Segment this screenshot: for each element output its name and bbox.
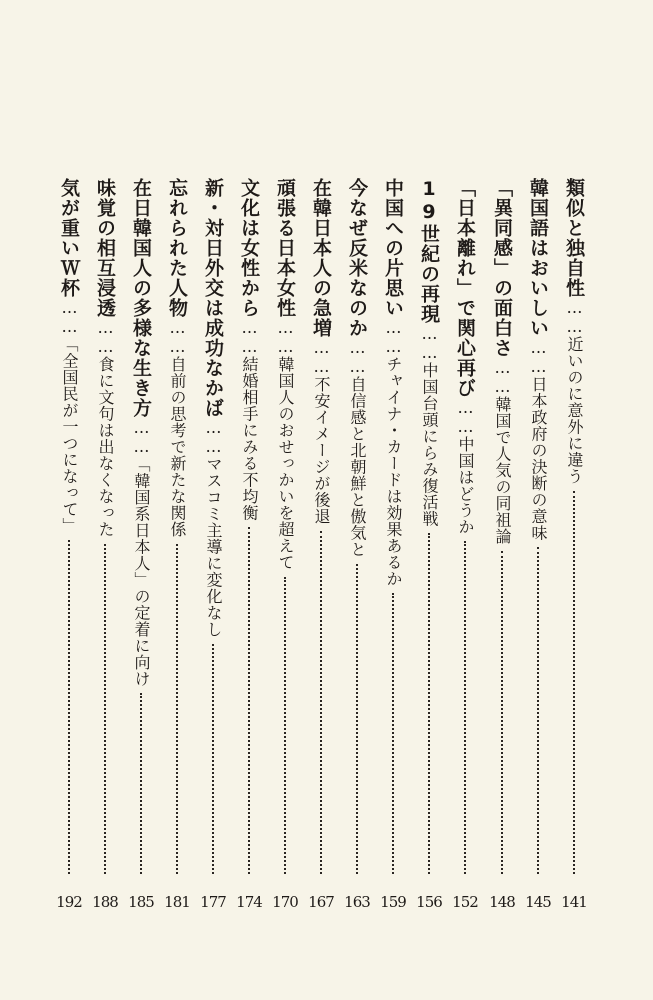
toc-entry[interactable]: [307, 178, 335, 912]
page-number: 192: [56, 893, 82, 911]
entry-title: 在日韓国人の多様な生き方: [130, 178, 152, 418]
leader-dots: ……: [60, 298, 79, 336]
entry-heading: [271, 178, 299, 571]
entry-heading: [55, 178, 83, 534]
entry-title: 今なぜ反米なのか: [346, 178, 368, 338]
entry-subtitle: 食に文句は出なくなった: [96, 356, 115, 538]
page-number: 188: [92, 893, 118, 911]
dotted-leader: [501, 551, 503, 875]
entry-title: 「異同感」の面白さ: [491, 178, 513, 358]
entry-subtitle: 自前の思考で新たな関係: [168, 356, 187, 538]
dotted-leader: [140, 693, 142, 874]
dotted-leader: [537, 547, 539, 874]
dotted-leader: [428, 533, 430, 874]
dotted-leader: [104, 544, 106, 875]
entry-subtitle: 不安イメージが後退: [312, 376, 331, 525]
entry-subtitle: 自信感と北朝鮮と傲気と: [348, 376, 367, 558]
entry-subtitle: 韓国人のおせっかいを超えて: [276, 356, 295, 571]
entry-heading: [451, 178, 479, 535]
dotted-leader: [68, 540, 70, 874]
leader-dots: ……: [276, 318, 295, 356]
dotted-leader: [284, 577, 286, 875]
entry-title: 忘れられた人物: [166, 178, 188, 318]
leader-dots: ……: [204, 418, 223, 456]
leader-dots: ……: [240, 318, 259, 356]
entry-title: 味覚の相互浸透: [94, 178, 116, 318]
entry-title: 19世紀の再現: [418, 178, 440, 324]
page-number: 152: [452, 893, 478, 911]
entry-heading: [163, 178, 191, 538]
dotted-leader: [248, 527, 250, 874]
page-number: 185: [128, 893, 154, 911]
toc-entry[interactable]: [163, 178, 191, 912]
dotted-leader: [573, 491, 575, 875]
entry-subtitle: 中国台頭にらみ復活戦: [420, 362, 439, 527]
page-number: 170: [272, 893, 298, 911]
entry-title: 新・対日外交は成功なかば: [202, 178, 224, 418]
leader-dots: ……: [456, 398, 475, 436]
entry-subtitle: 「韓国系日本人」の定着に向け: [132, 456, 151, 687]
page-number: 156: [416, 893, 442, 911]
toc-entry[interactable]: [235, 178, 263, 912]
entry-heading: [235, 178, 263, 521]
toc-entry[interactable]: [415, 178, 443, 912]
entry-heading: [307, 178, 335, 525]
dotted-leader: [320, 531, 322, 875]
leader-dots: ……: [493, 358, 512, 396]
toc-entry[interactable]: [55, 178, 83, 912]
page-number: 167: [308, 893, 334, 911]
entry-subtitle: 韓国で人気の同祖論: [493, 396, 512, 545]
entry-subtitle: 中国はどうか: [456, 436, 475, 535]
entry-subtitle: マスコミ主導に変化なし: [204, 456, 223, 638]
toc-entry[interactable]: [488, 178, 516, 912]
entry-heading: [415, 178, 443, 527]
entry-subtitle: チャイナ・カードは効果あるか: [384, 356, 403, 587]
entry-subtitle: 近いのに意外に違う: [565, 336, 584, 485]
entry-heading: [343, 178, 371, 558]
toc-entry[interactable]: [127, 178, 155, 912]
entry-title: 中国への片思い: [382, 178, 404, 318]
toc-entry[interactable]: [199, 178, 227, 912]
entry-heading: [524, 178, 552, 541]
entry-title: 「日本離れ」で関心再び: [454, 178, 476, 398]
toc-entry[interactable]: [379, 178, 407, 912]
page-number: 141: [561, 893, 587, 911]
page-number: 174: [236, 893, 262, 911]
entry-title: 在韓日本人の急増: [310, 178, 332, 338]
entry-heading: [199, 178, 227, 638]
dotted-leader: [356, 564, 358, 875]
entry-title: 頑張る日本女性: [274, 178, 296, 318]
leader-dots: ……: [384, 318, 403, 356]
leader-dots: ……: [529, 338, 548, 376]
dotted-leader: [212, 644, 214, 875]
leader-dots: ……: [96, 318, 115, 356]
toc-entry[interactable]: [451, 178, 479, 912]
leader-dots: ……: [565, 298, 584, 336]
entry-heading: [379, 178, 407, 587]
entry-subtitle: 「全国民が一つになって」: [60, 336, 79, 534]
toc-entry[interactable]: [560, 178, 588, 912]
toc-entry[interactable]: [271, 178, 299, 912]
entry-title: 韓国語はおいしい: [527, 178, 549, 338]
toc-entry[interactable]: [91, 178, 119, 912]
entry-heading: [91, 178, 119, 538]
leader-dots: ……: [312, 338, 331, 376]
dotted-leader: [392, 593, 394, 874]
dotted-leader: [464, 541, 466, 874]
leader-dots: ……: [168, 318, 187, 356]
page-number: 159: [380, 893, 406, 911]
entry-heading: [488, 178, 516, 545]
page-number: 163: [344, 893, 370, 911]
leader-dots: ……: [348, 338, 367, 376]
page-number: 177: [200, 893, 226, 911]
page-number: 148: [489, 893, 515, 911]
entry-heading: [127, 178, 155, 687]
toc-entry[interactable]: [343, 178, 371, 912]
page-number: 181: [164, 893, 190, 911]
entry-title: 類似と独自性: [563, 178, 585, 298]
page-number: 145: [525, 893, 551, 911]
entry-title: 文化は女性から: [238, 178, 260, 318]
entry-subtitle: 日本政府の決断の意味: [529, 376, 548, 541]
toc-entry[interactable]: [524, 178, 552, 912]
entry-heading: [560, 178, 588, 485]
entry-title: 気が重いＷ杯: [58, 178, 80, 298]
dotted-leader: [176, 544, 178, 875]
leader-dots: ……: [132, 418, 151, 456]
leader-dots: ……: [420, 324, 439, 362]
entry-subtitle: 結婚相手にみる不均衡: [240, 356, 259, 521]
